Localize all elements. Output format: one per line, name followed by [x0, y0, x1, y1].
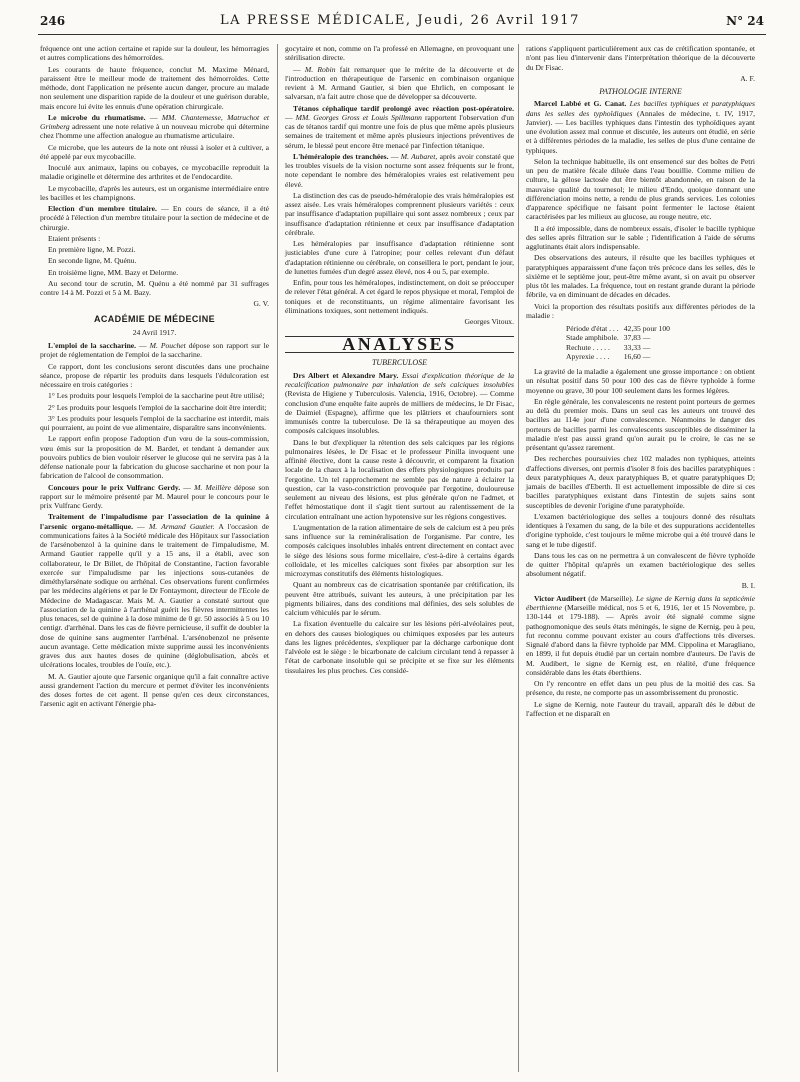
journal-title: LA PRESSE MÉDICALE, Jeudi, 26 Avril 1917 — [219, 13, 581, 28]
author-place: (de Marseille). — [588, 593, 634, 603]
page-header — [0, 0, 800, 34]
table-row — [566, 343, 675, 352]
article-reference: (Marseille médical, nos 5 et 6, 1916, 1er et 15 Novembre, p. 130-144 et 179-188). — [526, 603, 756, 622]
paragraph: Ce rapport, dont les conclusions seront discutées dans une prochaine séance, propose de répartir les produits dans lesquels l'édulcoration est nécessaire en trois catégories : — [40, 361, 269, 389]
table-cell-label: Apyrexie . . . . — [566, 351, 610, 361]
article-title: Concours pour le prix Vulfranc Gerdy. — [48, 482, 181, 492]
article-labbe: Marcel Labbé et G. Canat. Les bacilles typhiques et paratyphiques dans les selles des typhoïdiques (Annales de médecine, t. IV, 1917, Janvier). — Les bacilles typhiques dans l'intestin des typhoïdiques ayant une évolution assez mal connue et discutée, les auteurs ont étudié, en série et à différentes périodes de la maladie, les selles de plus d'une centaine de typhiques. — [526, 99, 755, 155]
article-saccharine: L'emploi de la saccharine. — M. Pouchet dépose son rapport sur le projet de réglementation de l'emploi de la saccharine. — [40, 341, 270, 360]
column-divider — [518, 44, 519, 1072]
paragraph: après avoir constaté que les troubles visuels de la vision nocturne sont assez fréquents sur le front, note cependant le nombre des héméralopies vraies est relativement peu élevé. — [285, 151, 514, 189]
paragraph: Le mycobacille, d'après les auteurs, est un organisme intermédiaire entre les bacilles et les champignons. — [40, 183, 269, 202]
paragraph: Inoculé aux animaux, lapins ou cobayes, ce mycobacille reproduit la maladie originelle et détermine des arthrites et de l'endocardite. — [40, 163, 269, 182]
table-row — [566, 324, 675, 333]
article-reference: (Annales de médecine, t. IV, 1917, Janvier). — [526, 108, 755, 127]
paragraph: La gravité de la maladie a également une grosse importance : on obtient un résultat positif dans 50 pour 100 des cas de fièvre typhoïde à forme moyenne ou grave, 30 pour 100 seulement dans les formes légères. — [526, 367, 755, 395]
article-title: L'héméralopie des tranchées. — [293, 151, 389, 161]
section-date: 24 Avril 1917. — [132, 327, 177, 337]
article-title: L'emploi de la saccharine. — [48, 341, 137, 350]
article-authors: Victor Audibert — [534, 593, 586, 603]
paragraph: A l'occasion de communications faites à la Société médicale des Hôpitaux sur l'association de l'arsénobenzol à la quinine dans le traitement de l'impaludisme, M. Armand Gautier rappelle qu'il y a 15 ans, il a établi, avec son collaborateur, le Dr Billet, de l'hôpital de Constantine, l'action favorable exercée sur l'impaludisme par les injections sous-cutanées de diméthylarsénate sodique ou arrhénal. Ces observations furent confirmées par les médecins algériens et par le Dr Fontaymont, directeur de l'Ecole de Médecine de Madagascar. Mais M. A. Gautier a constaté surtout que l'association de la quinine à l'arrhénal guérit les fièvres intermittentes les plus tenaces, sel de quinine à la dose minime de 0 gr. 50 associés à 5 ou 10 centigr. d'arrhénal. Dans les cas de fièvre pernicieuse, il suffit de doubler la dose de quinine sans augmenter l'arrhénal. L'arsénobenzol ne présente aucun avantage. Cette médication mixte supprime aussi les inconvénients graves dus aux hautes doses de quinine (déglobulisation, abcès et ulcérations locales, troubles de l'ouïe, etc.). — [40, 521, 269, 670]
article-authors: Marcel Labbé et G. Canat. — [534, 99, 627, 109]
paragraph: Selon la technique habituelle, ils ont ensemencé sur des boîtes de Petri un peu de matière fécale diluée dans l'eau bouillie. Comme milieu de culture, la gélose lactosée dut être bientôt abandonnée, en raison de la mauvaise qualité du tournesol; le milieu d'Endo, quoique donnant une différenciation moins nette, a rendu de plus grands services. Les colonies d'apparence spécifique ne faisant point fermenter le lactose étaient caractérisées par les milieux au glucose, au rouge neutre, etc. — [526, 156, 755, 222]
article-authors: M. Pouchet — [149, 341, 186, 350]
article-hemeralopie: L'héméralopie des tranchées. — M. Aubaret, après avoir constaté que les troubles visuels de la vision nocturne sont assez fréquents sur le front, note cependant le nombre des héméralopies vraies est relativement peu élevé. — [285, 151, 514, 189]
paragraph: Dans le but d'expliquer la rétention des sels calciques par les régions pulmonaires lésées, le Dr Fisac et le professeur Pinilla invoquent une affinité élective, dont la cause reste à découvrir, et comparent la fixation locale de la chaux à la localisation des effets physiologiques produits par l'ergotine. Un tel rapprochement ne semble pas de nature à éclairer la question, car la vaso-constriction provoquée par l'ergotine, douloureuse seulement au niveau des lésions, est plus générale qu'on ne l'admet, et l'effet hémostatique dont il s'agit tient surtout au ralentissement de la circulation entraînant une action hypotensive sur les régions congestives. — [285, 437, 514, 521]
paragraph: On l'y rencontre en effet dans un peu plus de la moitié des cas. Sa présence, du reste, ne comporte pas un assombrissement du pronostic. — [526, 679, 755, 698]
paragraph: adressent une note relative à un nouveau microbe qui détermine chez l'homme une affection analogue au rhumatisme articulaire. — [40, 122, 269, 141]
page-number: 246 — [40, 14, 66, 28]
table-cell-value: 42,35 pour 100 — [623, 324, 670, 333]
article-impaludisme: Traitement de l'impaludisme par l'association de la quinine à l'arsenic organo-métallique. — M. Armand Gautier. A l'occasion de communications faites à la Société médicale des Hôpitaux sur l'association de l'arsénobenzol à la quinine dans le traitement de l'impaludisme, M. Armand Gautier rappelle qu'il y a 15 ans, il a établi, avec son collaborateur, le Dr Billet, de l'hôpital de Constantine, l'action favorable exercée sur l'impaludisme par les injections sous-cutanées de diméthylarsénate sodique ou arrhénal. Ces observations furent confirmées par les médecins algériens et par le Dr Fontaymont, directeur de l'Ecole de Médecine de Madagascar. Mais M. A. Gautier a constaté surtout que l'association de la quinine à l'arrhénal guérit les fièvres intermittentes les plus tenaces, sel de quinine à la dose minime de 0 gr. 50 associés à 5 ou 10 centigr. d'arrhénal. Dans les cas de fièvre pernicieuse, il suffit de doubler la dose de quinine sans augmenter l'arrhénal. L'arsénobenzol ne présente aucun avantage. Cette médication mixte supprime aussi les inconvénients graves dus aux hautes doses de quinine (déglobulisation, abcès et ulcérations locales, troubles de l'ouïe, etc.). — [40, 512, 269, 670]
paragraph: Enfin, pour tous les héméralopes, indistinctement, on doit se préoccuper de relever l'état général. A cet égard le repos physique et moral, l'emploi de toniques et de reconstituants, un régime alimentaire favorisant les éliminations toxiques, sont nettement indiqués. — [285, 278, 514, 315]
article-authors: Drs Albert et Alexandre Mary. — [293, 370, 399, 380]
subsection-heading: TUBERCULOSE — [371, 357, 428, 367]
column-divider — [277, 44, 278, 1072]
paragraph: M. A. Gautier ajoute que l'arsenic organique qu'il a fait connaître active aussi grandement l'action du mercure et permet d'éviter les inconvénients des doses fortes de cet agent. Il pense qu'en ces deux circonstances, l'arsenic agit en activant l'énergie pha- — [40, 671, 269, 709]
header-rule — [38, 34, 766, 35]
results-table — [566, 324, 675, 361]
table-cell-value: 33,33 — — [623, 342, 651, 352]
table-row — [566, 352, 675, 361]
article-title: Tétanos céphalique tardif prolongé avec réaction post-opératoire. — [293, 103, 514, 113]
paragraph: Après avoir été signalé comme signe pathognomonique des seuls états méningés, le signe de Kernig, peu à peu, fut reconnu comme pouvant exister au cours d'affections très diverses. Signalé d'abord dans la fièvre typhoïde par MM. Cippolina et Maragliano, en 1899, il fut depuis étudié par un certain nombre d'auteurs. De l'avis de M. Audibert, le signe de Kernig est, en réalité, d'une fréquence considérable dans les états éberthiens. — [526, 612, 755, 677]
paragraph: Le rapport enfin propose l'adoption d'un vœu de la sous-commission, vœu émis sur la proposition de M. Bardet, et tendant à demander aux pouvoirs publics de bien vouloir réserver le glucose qui ne servira pas à la défense nationale pour la fabrication du glucose saccharine et non pour la fabrication de l'alcool de consommation. — [40, 434, 269, 481]
table-cell-label: Période d'état . . . — [566, 324, 619, 333]
paragraph: dépose son rapport sur le mémoire présenté par M. Maurel pour le concours pour le prix Vulfranc Gerdy. — [40, 482, 270, 510]
article-concours: Concours pour le prix Vulfranc Gerdy. — M. Meillère dépose son rapport sur le mémoire présenté par M. Maurel pour le concours pour le prix Vulfranc Gerdy. — [40, 482, 270, 510]
paragraph: Dans tous les cas on ne permettra à un convalescent de fièvre typhoïde de quitter l'hôpital qu'après un examen bactériologique des selles absolument négatif. — [526, 550, 755, 579]
paragraph: dépose son rapport sur le projet de réglementation de l'emploi de la saccharine. — [40, 341, 270, 360]
signature: G. V. — [253, 299, 269, 309]
column-2 — [285, 44, 514, 677]
paragraph: rapportent l'observation d'un cas de tétanos tardif qui montre une fois de plus que même après plusieurs semaines de traitement et même après plusieurs injections préventives de sérum, le blessé peut encore être menacé par l'infection tétanique. — [285, 112, 514, 150]
paragraph: Les bacilles typhiques dans l'intestin des typhoïdiques ayant une évolution assez mal connue et discutée, les auteurs ont étudié, en série et à différentes périodes de la maladie, les selles de plus d'une centaine de typhiques. — [526, 117, 755, 155]
paragraph: Les héméralopies par insuffisance d'adaptation rétinienne sont justiciables d'une cure à l'atropine; pour celles relevant d'un défaut d'adaptation rétinienne ou cérébrale, on conseillera le port, pendant le jour, de lunettes fumées d'un degré assez élevé, nos 4 ou 5, par exemple. — [285, 239, 514, 276]
article-title: Les bacilles typhiques et paratyphiques dans les selles des typhoïdiques — [526, 99, 755, 118]
section-heading-analyses: ANALYSES — [285, 336, 514, 352]
list-item: En première ligne, M. Pozzi. — [48, 245, 136, 254]
article-authors: M. Meillère — [194, 482, 231, 492]
article-title: Essai d'explication théorique de la recalcification pulmonaire par inhalation de sels calciques insolubles — [285, 370, 514, 389]
article-reference: (Revista de Higiene y Tuberculosis. Valencia, 1916, Octobre). — [285, 389, 478, 399]
paragraph: Etaient présents : — [48, 233, 101, 243]
paragraph: Des recherches poursuivies chez 102 malades non typhiques, atteints d'affections diverses, ont permis d'isoler 8 fois des bacilles paratyphiques : deux paratyphiques A, deux paratyphiques B, et quatre paratyphiques D; jamais de bacilles d'Eberth. Il est actuellement impossible de dire si ces bacilles paratyphiques existant dans l'intestin de sujets sains sont susceptibles de devenir l'origine d'une paratyphoïde. — [526, 454, 755, 510]
paragraph: Quant au nombreux cas de cicatrisation spontanée par crétification, ils peuvent être attribués, suivant les auteurs, à une précipitation par les pigments biliaires, dans des conditions mal définies, des sels solubles de calcium véhiculés par le sérum. — [285, 580, 514, 617]
paragraph: Les courants de haute fréquence, conclut M. Maxime Ménard, paraissent être le meilleur mode de traitement des hémorroïdes. Cette méthode, dont l'application ne présente aucun danger, procure au malade non seulement une disparition rapide de la douleur et une guérison durable, mais encore lui évite les ennuis d'une opération chirurgicale. — [40, 64, 269, 111]
paragraph: Ce microbe, que les auteurs de la note ont réussi à isoler et à cultiver, a été appelé par eux mycobacille. — [40, 142, 269, 161]
signature: Georges Vitoux. — [464, 317, 514, 326]
paragraph: En règle générale, les convalescents ne restent point porteurs de germes au delà du premier mois. Dans un seul cas les auteurs ont trouvé des bacilles au 114e jour d'une convalescence. Néanmoins le danger des porteurs de bacilles parmi les convalescents susceptibles de disséminer la maladie n'est pas aussi grand qu'on aurait pu le croire, le cas ne se présentant qu'assez rarement. — [526, 396, 755, 452]
article-authors: MM. Chantemesse, Matruchot et Grimberg — [40, 112, 270, 131]
article-rhumatisme: Le microbe du rhumatisme. — MM. Chantemesse, Matruchot et Grimberg adressent une note relative à un nouveau microbe qui détermine chez l'homme une affection analogue au rhumatisme articulaire. — [40, 112, 270, 141]
article-election: Election d'un membre titulaire. — En cours de séance, il a été procédé à l'élection d'un membre titulaire pour la section de médecine et de chirurgie. — [40, 204, 269, 232]
table-cell-value: 16,60 — — [623, 351, 651, 361]
paragraph: fréquence ont une action certaine et rapide sur la douleur, les hémorragies et autres complications des hémorroïdes. — [40, 44, 269, 63]
list-item: 2° Les produits pour lesquels l'emploi de la saccharine doit être interdit; — [48, 402, 267, 412]
article-authors: M. Robin — [304, 64, 336, 74]
paragraph: rations s'appliquent particulièrement aux cas de crétification spontanée, et n'ont pas lieu d'intervenir dans l'interprétation théorique de la découverte du Dr Fisac. — [526, 44, 755, 72]
article-tetanos: Tétanos céphalique tardif prolongé avec réaction post-opératoire. — MM. Georges Gross et Louis Spillmann rapportent l'observation d'un cas de tétanos tardif qui montre une fois de plus que même après plusieurs semaines de traitement et même après plusieurs injections préventives de sérum, le blessé peut encore être menacé par l'infection tétanique. — [285, 103, 514, 150]
paragraph: La fixation éventuelle du calcaire sur les lésions péri-alvéolaires peut, en dehors des causes biologiques ou chimiques exposées par les auteurs dans les lignes précédentes, s'expliquer par la décharge carbonique dont l'alvéole est le siège : le bicarbonate de calcium circulant tend à repasser à l'état de carbonate insoluble qui se précipite et se fixe sur les éléments tissulaires les plus proches. Ces considé- — [285, 619, 514, 675]
table-cell-value: 37,83 — — [623, 333, 651, 343]
paragraph: Le signe de Kernig, note l'auteur du travail, apparaît dès le début de l'affection et ne disparaît en — [526, 699, 755, 718]
list-item: 3° Les produits pour lesquels l'emploi de la saccharine est interdit, mais qui pourraient, au point de vue alimentaire, disparaître sans inconvénients. — [40, 413, 269, 432]
article-title: Le microbe du rhumatisme. — [48, 112, 146, 122]
list-item: En seconde ligne, M. Quénu. — [48, 256, 137, 266]
paragraph: fait remarquer que le mérite de la découverte et de l'introduction en thérapeutique de l'arsenic en combinaison organique revient à M. Armand Gautier, si bien que Ehrlich, en composant le salvarsan, n'a fait autre chose que de développer sa découverte. — [285, 64, 514, 102]
issue-number: N° 24 — [726, 14, 764, 28]
paragraph: Il a été impossible, dans de nombreux essais, d'isoler le bacille typhique des selles après filtration sur le sable ; l'identification à l'aide de sérums agglutinants était alors indispensable. — [526, 223, 755, 251]
article-title: Traitement de l'impaludisme par l'association de la quinine à l'arsenic organo-métallique. — [40, 512, 269, 531]
table-row — [566, 333, 675, 342]
article-authors: M. Aubaret, — [400, 151, 438, 161]
article-authors: MM. Georges Gross et Louis Spillmann — [295, 112, 422, 122]
paragraph: La distinction des cas de pseudo-héméralopie des vrais héméralopies est assez aisée. Les vrais héméralopes comprennent plusieurs variétés : ceux par insuffisance d'adaptation pupillaire qui sont assez nombreux ; ceux par insuffisance d'adaptation rétinienne et ceux par insuffisance d'adaptation cérébrale. — [285, 190, 514, 237]
table-cell-label: Rechute . . . . . — [566, 342, 610, 352]
subsection-heading: PATHOLOGIE INTERNE — [599, 87, 682, 96]
article-title: Le signe de Kernig dans la septicémie éberthienne — [526, 593, 755, 612]
article-title: Election d'un membre titulaire. — [48, 204, 157, 213]
paragraph: gocytaire et non, comme on l'a professé en Allemagne, en provoquant une stérilisation directe. — [285, 44, 514, 63]
paragraph: Comme conclusion d'une enquête faite auprès de milliers de médecins, le Dr Fisac, de Daimiel (Espagne), affirme que les plâtriers et chaufourniers sont immunisés contre la tuberculose. De là sa thérapeutique au moyen des composés calciques insolubles. — [285, 389, 514, 436]
column-3 — [526, 44, 755, 720]
table-cell-label: Stade amphibole. — [566, 333, 619, 343]
list-item: En troisième ligne, MM. Bazy et Delorme. — [48, 267, 179, 277]
article-audibert: Victor Audibert (de Marseille). Le signe de Kernig dans la septicémie éberthienne (Marseille médical, nos 5 et 6, 1916, 1er et 15 Novembre, p. 130-144 et 179-188). — Après avoir été signalé comme signe pathognomonique des seuls états méningés, le signe de Kernig, peu à peu, fut reconnu comme pouvant exister au cours d'affections très diverses. Signalé d'abord dans la fièvre typhoïde par MM. Cippolina et Maragliano, en 1899, il fut depuis étudié par un certain nombre d'auteurs. De l'avis de M. Audibert, le signe de Kernig est, en réalité, d'une fréquence considérable dans les états éberthiens. — [526, 593, 756, 677]
column-1 — [40, 44, 269, 711]
paragraph: Des observations des auteurs, il résulte que les bacilles typhiques et paratyphiques apparaissent d'une façon très précoce dans les selles, dès le sixième et le septième jour, peut-être même avant, si on avait pu observer plus tôt les malades. La fréquence, tout en restant grande durant la période fébrile, va en diminuant de décades en décades. — [526, 253, 755, 300]
paragraph: En cours de séance, il a été procédé à l'élection d'un membre titulaire pour la section de médecine et de chirurgie. — [40, 204, 269, 232]
list-item: 1° Les produits pour lesquels l'emploi de la saccharine peut être utilisé; — [48, 391, 265, 401]
section-heading: ACADÉMIE DE MÉDECINE — [93, 313, 215, 324]
paragraph: Au second tour de scrutin, M. Quénu a été nommé par 31 suffrages contre 14 à M. Pozzi et 5 à M. Bazy. — [40, 278, 269, 297]
paragraph: Voici la proportion des résultats positifs aux différentes périodes de la maladie : — [526, 301, 755, 320]
article-authors: M. Armand Gautier. — [148, 521, 215, 531]
article-robin: — M. Robin fait remarquer que le mérite de la découverte et de l'introduction en thérapeutique de l'arsenic en combinaison organique revient à M. Armand Gautier, si bien que Ehrlich, en composant le salvarsan, n'a fait autre chose que de développer sa découverte. — [285, 64, 514, 102]
paragraph: L'examen bactériologique des selles a toujours donné des résultats identiques à l'examen du sang, de la bile et des suppurations accidentelles d'origine typhoïde, c'est toujours le même microbe qui a été trouvé dans le sang et le tube digestif. — [526, 511, 755, 549]
article-mary: Drs Albert et Alexandre Mary. Essai d'explication théorique de la recalcification pulmonaire par inhalation de sels calciques insolubles (Revista de Higiene y Tuberculosis. Valencia, 1916, Octobre). — Comme conclusion d'une enquête faite auprès de milliers de médecins, le Dr Fisac, de Daimiel (Espagne), affirme que les plâtriers et chaufourniers sont immunisés contre la tuberculose. De là sa thérapeutique au moyen des composés calciques insolubles. — [285, 370, 514, 436]
signature: A. F. — [740, 73, 755, 83]
signature: B. I. — [741, 580, 755, 590]
paragraph: L'augmentation de la ration alimentaire de sels de calcium est à peu près sans influence sur la reminéralisation de l'organisme. Par contre, les composés calciques insolubles inhalés entrent directement en contact avec le siège des lésions sous forme micellaire, c'est-à-dire à certains égards colloïdale, et les micelles calciques sont fixées par absorption sur les microzymas constitutifs des éléments histologiques. — [285, 522, 514, 578]
